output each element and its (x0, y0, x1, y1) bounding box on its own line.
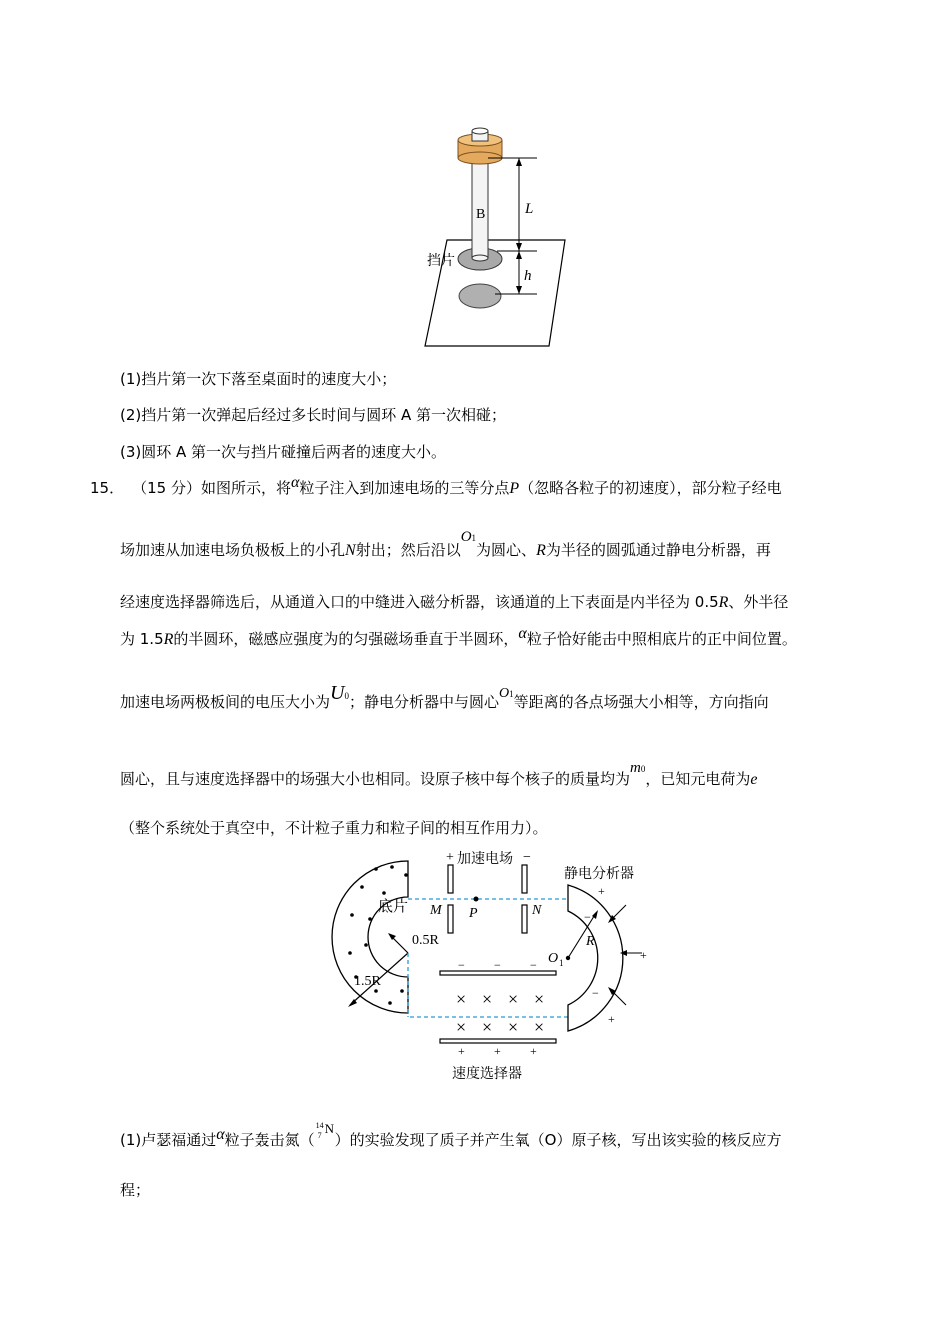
svg-text:−: − (458, 958, 465, 972)
svg-text:−: − (530, 958, 537, 972)
rod-B (472, 154, 488, 258)
label-film: 底片 (378, 899, 409, 915)
label-B: B (476, 207, 486, 222)
q15-sub-1-line-2: 程； (120, 1181, 151, 1199)
question-number: 15． (90, 479, 125, 497)
label-M: M (430, 903, 442, 918)
label-selector: 速度选择器 (452, 1067, 522, 1082)
svg-text:+: + (608, 1012, 615, 1026)
magnetic-analyzer (332, 861, 408, 1013)
q15-line-1: 15． （15 分）如图所示，将α粒子注入到加速电场的三等分点P（忽略各粒子的初速度），部分粒子经电 (90, 474, 782, 497)
svg-text:+: + (530, 1044, 537, 1058)
label-P: P (469, 906, 478, 921)
svg-text:×: × (534, 1017, 545, 1037)
q15-line-3: 经速度选择器筛选后，从通道入口的中缝进入磁分析器，该通道的上下表面是内半径为 0.5R、外半径 (120, 593, 789, 611)
label-h: h (524, 268, 532, 284)
q15-line-2: 场加速从加速电场负极板上的小孔N射出；然后沿以O1为圆心、R为半径的圆弧通过静电分析器，再 (120, 529, 771, 559)
q15-line-4: 为 1.5R的半圆环，磁感应强度为的匀强磁场垂直于半圆环，α粒子恰好能击中照相底片的正中间位置。 (120, 625, 797, 648)
svg-text:−: − (592, 986, 599, 1000)
label-R: R (586, 934, 595, 949)
svg-text:×: × (508, 989, 519, 1009)
electrostatic-analyzer (568, 885, 623, 1031)
q14-sub-1: (1)挡片第一次下落至桌面时的速度大小； (120, 370, 397, 388)
svg-text:−: − (494, 958, 501, 972)
svg-text:×: × (534, 989, 545, 1009)
lower-disk (459, 284, 501, 308)
label-05R: 0.5R (412, 933, 439, 948)
label-N: N (532, 903, 542, 918)
svg-text:1: 1 (559, 958, 564, 968)
point-P (474, 897, 479, 902)
q14-sub-2: (2)挡片第一次弹起后经过多长时间与圆环 A 第一次相碰； (120, 406, 507, 424)
label-accel-field: 加速电场 (457, 852, 513, 867)
svg-text:−: − (584, 910, 591, 924)
q14-sub-3: (3)圆环 A 第一次与挡片碰撞后两者的速度大小。 (120, 443, 447, 461)
svg-text:+: + (458, 1044, 465, 1058)
figure-mass-spectrometer (326, 845, 666, 1085)
label-15R: 1.5R (354, 974, 381, 989)
plate-N-bottom (522, 905, 527, 933)
nitrogen-isotope: 14 7 N (315, 1121, 335, 1140)
svg-text:×: × (482, 989, 493, 1009)
svg-text:+: + (640, 948, 647, 962)
field-in-crosses (456, 989, 544, 1037)
plate-M-top (448, 865, 453, 893)
svg-text:×: × (456, 989, 467, 1009)
svg-text:×: × (482, 1017, 493, 1037)
svg-text:+: + (494, 1044, 501, 1058)
label-O1: O (548, 951, 559, 966)
svg-text:+: + (446, 850, 454, 865)
label-baffle: 挡片 (427, 253, 455, 269)
svg-text:×: × (456, 1017, 467, 1037)
svg-text:+: + (598, 884, 605, 898)
label-analyzer: 静电分析器 (564, 867, 634, 882)
figure-ring-rod (415, 118, 575, 350)
q15-line-7: （整个系统处于真空中，不计粒子重力和粒子间的相互作用力）。 (120, 819, 548, 837)
q15-sub-1-line-1: (1)卢瑟福通过α粒子轰击氮（ 14 7 N ）的实验发现了质子并产生氧（O）原子核，写出该实验的核反应方 (120, 1130, 781, 1151)
svg-text:−: − (523, 850, 531, 865)
selector-plate-bottom (440, 1039, 556, 1043)
svg-text:×: × (508, 1017, 519, 1037)
label-L: L (525, 201, 534, 217)
plate-M-bottom (448, 905, 453, 933)
q15-line-5: 加速电场两极板间的电压大小为U0；静电分析器中与圆心O1等距离的各点场强大小相等，方向指向 (120, 682, 769, 711)
plate-N-top (522, 865, 527, 893)
q15-line-6: 圆心，且与速度选择器中的场强大小也相同。设原子核中每个核子的质量均为m0，已知元电荷为e (120, 760, 758, 788)
